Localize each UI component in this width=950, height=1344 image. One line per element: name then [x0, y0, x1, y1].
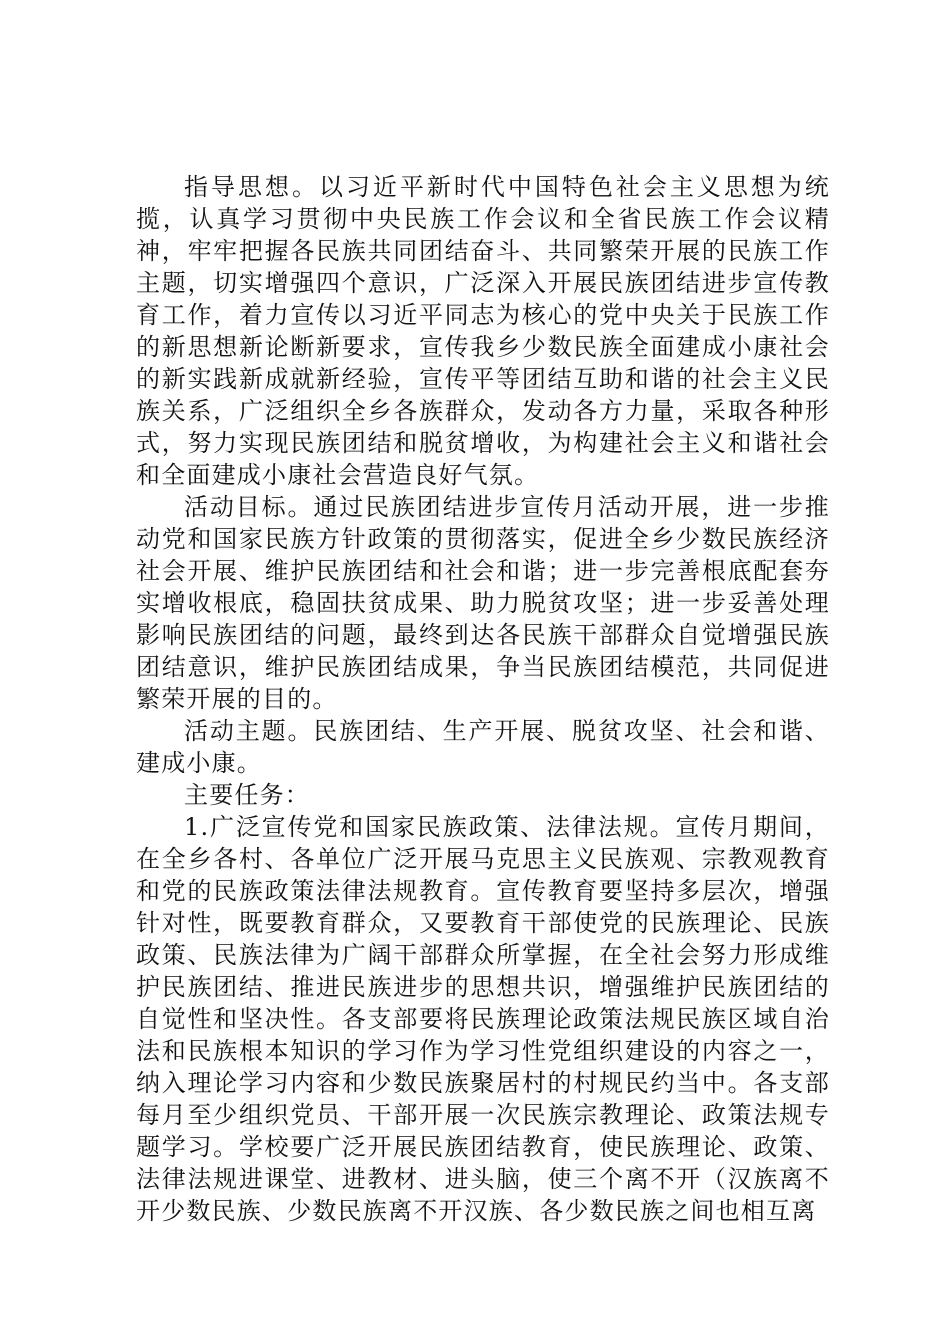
paragraph-task-1: 1.广泛宣传党和国家民族政策、法律法规。宣传月期间，在全乡各村、各单位广泛开展马克思主义民族观、宗教观教育和党的民族政策法律法规教育。宣传教育要坚持多层次，增强针对性，既要教育群众，又要教育干部使党的民族理论、民族政策、民族法律为广阔干部群众所掌握，在全社会努力形成维护民族团结、推进民族进步的思想共识，增强维护民族团结的自觉性和坚决性。各支部要将民族理论政策法规民族区域自治法和民族根本知识的学习作为学习性党组织建设的内容之一，纳入理论学习内容和少数民族聚居村的村规民约当中。各支部每月至少组织党员、干部开展一次民族宗教理论、政策法规专题学习。学校要广泛开展民族团结教育，使民族理论、政策、法律法规进课堂、进教材、进头脑，使三个离不开（汉族离不开少数民族、少数民族离不开汉族、各少数民族之间也相互离	[136, 813, 830, 1225]
paragraph-guiding-ideology: 指导思想。以习近平新时代中国特色社会主义思想为统揽，认真学习贯彻中央民族工作会议和全省民族工作会议精神，牢牢把握各民族共同团结奋斗、共同繁荣开展的民族工作主题，切实增强四个意识，广泛深入开展民族团结进步宣传教育工作，着力宣传以习近平同志为核心的党中央关于民族工作的新思想新论断新要求，宣传我乡少数民族全面建成小康社会的新实践新成就新经验，宣传平等团结互助和谐的社会主义民族关系，广泛组织全乡各族群众，发动各方力量，采取各种形式，努力实现民族团结和脱贫增收，为构建社会主义和谐社会和全面建成小康社会营造良好气氛。	[136, 173, 830, 489]
paragraph-activity-theme: 活动主题。民族团结、生产开展、脱贫攻坚、社会和谐、建成小康。	[136, 717, 830, 777]
document-body	[136, 171, 830, 1227]
paragraph-main-tasks-heading: 主要任务：	[184, 781, 310, 809]
paragraph-activity-goals: 活动目标。通过民族团结进步宣传月活动开展，进一步推动党和国家民族方针政策的贯彻落实，促进全乡少数民族经济社会开展、维护民族团结和社会和谐；进一步完善根底配套夯实增收根底，稳固扶贫成果、助力脱贫攻坚；进一步妥善处理影响民族团结的问题，最终到达各民族干部群众自觉增强民族团结意识，维护民族团结成果，争当民族团结模范，共同促进繁荣开展的目的。	[136, 493, 830, 713]
